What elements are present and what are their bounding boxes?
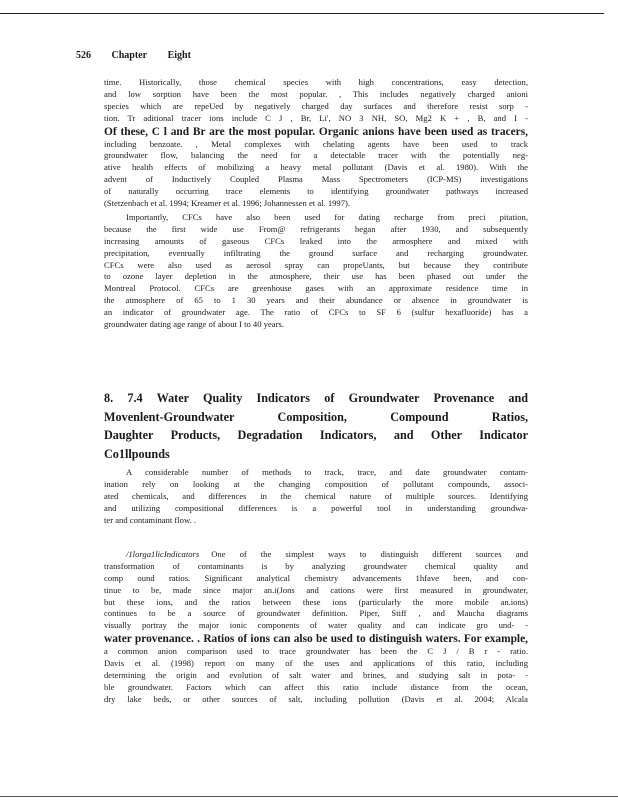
heading-line: Movenlent-Groundwater Composition, Compound Ratios, [104, 409, 528, 424]
top-rule [0, 13, 604, 14]
text-line: but these ions, and the ratios between these ions (particularly the more mobile an.ions) [104, 596, 528, 607]
heading-line: Co1llpounds [104, 446, 170, 461]
text-line: species which are repeUed by negatively charged day surfaces and therefore resist sorp - [104, 100, 528, 111]
paragraph-3 [104, 467, 528, 526]
text-line: tinue to be, made since major an.i(Jons and cations were first measured in groundwater, [104, 584, 528, 595]
text-line: including benzoate. , Metal complexes with chelating agents have been used to track [104, 138, 528, 149]
text-line-bold: water provenance. . Ratios of ions can also be used to distinguish waters. For example, [104, 633, 528, 646]
text-line: and low sorption have been the most popular. , This includes negatively charged anioni [104, 88, 528, 99]
heading-line: Daughter Products, Degradation Indicators, and Other Indicator [104, 428, 528, 442]
text-line-with-lead [104, 549, 528, 561]
text-line: dry lake beds, or other sources of salt, including pollution (Davis et al. 2004; Alcala [104, 693, 528, 704]
heading-line: 8. 7.4 Water Quality Indicators of Groundwater Provenance and [104, 391, 528, 405]
page-number: 526 [76, 50, 91, 61]
text-line: groundwater flow, balancing the need for a detectable tracer with the potentially neg- [104, 150, 528, 161]
text-line: determining the origin and evolution of salt water and brines, and studying salt in pota- - [104, 670, 528, 681]
text-line: tion. Tr aditional tracer ions include C J , Br, Li', NO 3 NH, SO, Mg2 K + , B, and I - [104, 112, 528, 123]
text-line: time. Historically, those chemical species with high concentrations, easy detection, [104, 77, 528, 87]
text-line: precipitation, evenrually infiltrating the ground surface and recharging groundwater. [104, 247, 528, 258]
run-in-heading: /1lorga1licIndicators [126, 549, 200, 559]
text-line: continues to be a source of groundwater definition. Piper, Stiff , and Maucha diagrams [104, 608, 528, 619]
bottom-rule [0, 796, 618, 797]
paragraph-4 [104, 549, 528, 706]
text-line: and utilizing compositional differences is a powerful tool in understanding groundwa- [104, 502, 528, 513]
paragraph-2 [104, 212, 528, 331]
text-line: Montreal Protocol. CFCs are greenhouse gases with an approximate residence time in [104, 283, 528, 294]
text-line: visually portray the major ionic components of water quality and can indicate gro und- - [104, 620, 528, 631]
text-line: Importantly, CFCs have also been used for dating recharge from preci pitation, [126, 212, 528, 222]
text-line: ination rely on looking at the changing composition of pollutant compounds, associ- [104, 478, 528, 489]
text-line: ative health effects of mobilizing a heavy metal pollutant (Davis et al. 1980). With the [104, 162, 528, 173]
text-line: ble groundwater. Factors which can affect this ratio include distance from the ocean, [104, 681, 528, 692]
chapter-label: Chapter [111, 50, 148, 61]
text-line: increasing amounts of gaseous CFCs leaked into the armosphere and mixed with [104, 235, 528, 246]
text-line: One of the simplest ways to distinguish different sources and [211, 549, 528, 559]
text-line: transformation of contaminants is by analyzing groundwater chemical quality and [104, 560, 528, 571]
text-line: the atmosphere of 65 to 1 30 years and their abundance or absence in groundwater is [104, 295, 528, 306]
text-line: groundwater dating age range of about I to 40 years. [104, 319, 284, 330]
text-line: ter and contaminant flow. . [104, 514, 197, 525]
text-line: because the first wide use From@ refrigerants began after 1930, and subsequently [104, 223, 528, 234]
text-line: A considerable number of methods to track, trace, and date groundwater contam- [126, 467, 528, 477]
text-line: ated chemicals, and differences in the chemical nature of multiple sources. Identifying [104, 490, 528, 501]
section-heading [104, 389, 528, 463]
text-line: Davis et al. (1998) report on many of the uses and applications of this ratio, including [104, 658, 528, 669]
text-line: CFCs were also used as aerosol spray can propeUants, but because they contribute [104, 259, 528, 270]
chapter-number: Eight [167, 50, 191, 61]
text-line: an indicator of groundwater age. The ratio of CFCs to SF 6 (sulfur hexafluoride) has a [104, 307, 528, 318]
text-line: (Stetzenbach et al. 1994; Kreamer et al. 1996; Johannessen et al. 1997). [104, 198, 351, 209]
text-line: a common anion comparison used to trace groundwater has been the C J / B r - ratio. [104, 646, 528, 657]
text-line: to ozone layer depletion in the atmosphere, their use has been phased out under the [104, 271, 528, 282]
running-header [76, 50, 209, 61]
text-line-bold: Of these, C l and Br are the most popular. Organic anions have been used as tracers, [104, 125, 528, 138]
paragraph-1 [104, 77, 528, 210]
text-line: of naturally occurring trace elements to identifying groundwater pathways increased [104, 186, 528, 197]
text-line: comp ound ratios. Significant analytical chemistry advancements 1hfave been, and con- [104, 572, 528, 583]
text-line: advent of Inductively Coupled Plasma Mass Spectrometers (ICP-MS) investigations [104, 174, 528, 185]
